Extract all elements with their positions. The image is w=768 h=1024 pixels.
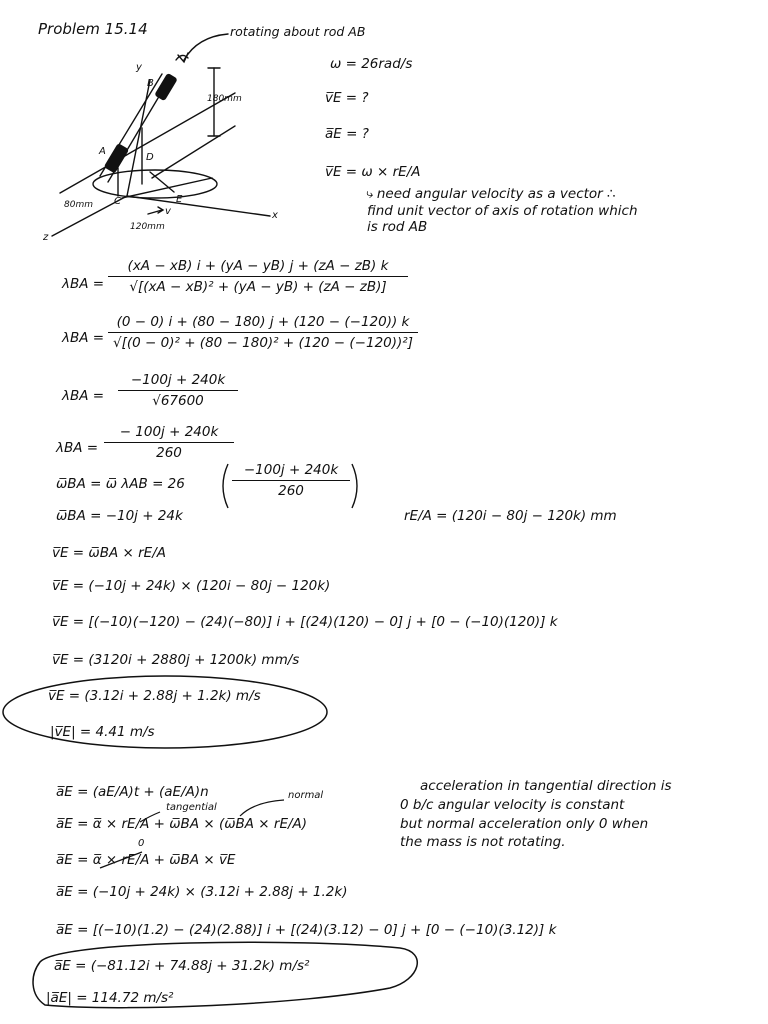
accel-zero-mark: 0 <box>138 838 145 849</box>
lambda-eq1-num: (xA − xB) i + (yA − yB) j + (zA − zB) k <box>127 258 389 274</box>
lambda-lhs-1: λBA = <box>62 276 105 292</box>
lambda-eq4 <box>104 424 234 461</box>
accel-line-3: a̅E = α̅ × rE/A + ω̅BA × v̅E <box>56 852 236 868</box>
omega-ba-lhs: ω̅BA = ω̅ λAB = 26 <box>56 476 185 492</box>
accel-label-tangential: tangential <box>166 802 217 813</box>
label-v: v <box>165 206 171 217</box>
normal-pointer <box>240 800 284 816</box>
given-ve-unknown: v̅E = ? <box>325 90 369 106</box>
omega-ba-right-paren <box>352 464 357 508</box>
accel-result: a̅E = (−81.12i + 74.88j + 31.2k) m/s² <box>54 958 310 974</box>
given-note-line3: is rod AB <box>367 219 428 235</box>
y-axis <box>127 80 150 196</box>
label-e: E <box>176 194 183 205</box>
base-disc <box>93 170 217 198</box>
label-z: z <box>43 232 49 243</box>
lambda-eq3 <box>118 372 238 409</box>
dim-180mm: 180mm <box>207 94 242 104</box>
label-x: x <box>272 210 278 221</box>
velocity-line-4: v̅E = (3120i + 2880j + 1200k) mm/s <box>52 652 300 668</box>
velocity-line-1: v̅E = ω̅BA × rE/A <box>52 545 166 561</box>
label-b: B <box>147 78 154 89</box>
lambda-lhs-3: λBA = <box>62 388 105 404</box>
accel-note-line1: acceleration in tangential direction is <box>420 778 672 794</box>
accel-line-4: a̅E = (−10j + 24k) × (3.12i + 2.88j + 1.2k) <box>56 884 348 900</box>
callout-arrow <box>184 34 228 60</box>
given-ve-formula: v̅E = ω × rE/A <box>325 164 421 180</box>
omega-ba-frac <box>232 462 350 499</box>
collar-b <box>154 73 178 101</box>
dim-120mm: 120mm <box>130 222 165 232</box>
problem-title: Problem 15.14 <box>38 20 148 38</box>
omega-ba-left-paren <box>223 464 228 508</box>
dim-80mm: 80mm <box>64 200 93 210</box>
lambda-eq4-num: − 100j + 240k <box>119 424 219 440</box>
label-y: y <box>136 62 142 73</box>
lambda-eq1 <box>108 258 408 295</box>
given-omega: ω = 26rad/s <box>330 56 413 72</box>
given-note-line1: ⤷ need angular velocity as a vector ∴ <box>365 186 616 202</box>
accel-note-line2: 0 b/c angular velocity is constant <box>400 797 625 813</box>
accel-note-line3: but normal acceleration only 0 when <box>400 816 649 832</box>
lambda-eq2-den: √[(0 − 0)² + (80 − 180)² + (120 − (−120))²] <box>113 335 413 351</box>
given-note-line2: find unit vector of axis of rotation which <box>367 203 638 219</box>
plane-line-bottom <box>122 178 212 198</box>
x-axis <box>127 196 270 216</box>
omega-ba-frac-num: −100j + 240k <box>243 462 339 478</box>
velocity-line-2: v̅E = (−10j + 24k) × (120i − 80j − 120k) <box>52 578 331 594</box>
velocity-magnitude: |v̅E| = 4.41 m/s <box>50 724 155 740</box>
lambda-eq3-den: √67600 <box>152 393 204 409</box>
velocity-line-3: v̅E = [(−10)(−120) − (24)(−80)] i + [(24)(120) − 0] j + [0 − (−10)(120)] k <box>52 614 558 630</box>
omega-ba-frac-den: 260 <box>278 483 304 499</box>
accel-line-1: a̅E = (aE/A)t + (aE/A)n <box>56 784 209 800</box>
label-d: D <box>146 152 154 163</box>
accel-line-2: a̅E = α̅ × rE/A + ω̅BA × (ω̅BA × rE/A) <box>56 816 308 832</box>
accel-label-normal: normal <box>288 790 324 801</box>
accel-note-line4: the mass is not rotating. <box>400 834 566 850</box>
r-ea-vector: rE/A = (120i − 80j − 120k) mm <box>404 508 617 524</box>
given-ae-unknown: a̅E = ? <box>325 126 369 142</box>
velocity-result: v̅E = (3.12i + 2.88j + 1.2k) m/s <box>48 688 261 704</box>
lambda-eq3-num: −100j + 240k <box>130 372 226 388</box>
lambda-eq1-den: √[(xA − xB)² + (yA − yB) + (zA − zB)] <box>129 279 387 295</box>
lambda-eq4-den: 260 <box>156 445 182 461</box>
diagram-callout: rotating about rod AB <box>230 24 366 39</box>
label-c: C <box>114 196 121 207</box>
accel-line-5: a̅E = [(−10)(1.2) − (24)(2.88)] i + [(24)(3.12) − 0] j + [0 − (−10)(3.12)] k <box>56 922 557 938</box>
accel-magnitude: |a̅E| = 114.72 m/s² <box>46 990 174 1006</box>
lambda-eq2 <box>108 314 418 351</box>
lambda-lhs-4: λBA = <box>56 440 99 456</box>
collar-a <box>104 143 130 174</box>
lambda-lhs-2: λBA = <box>62 330 105 346</box>
lambda-eq2-num: (0 − 0) i + (80 − 180) j + (120 − (−120)) k <box>116 314 410 330</box>
omega-ba-result: ω̅BA = −10j + 24k <box>56 508 183 524</box>
label-a: A <box>99 146 106 157</box>
